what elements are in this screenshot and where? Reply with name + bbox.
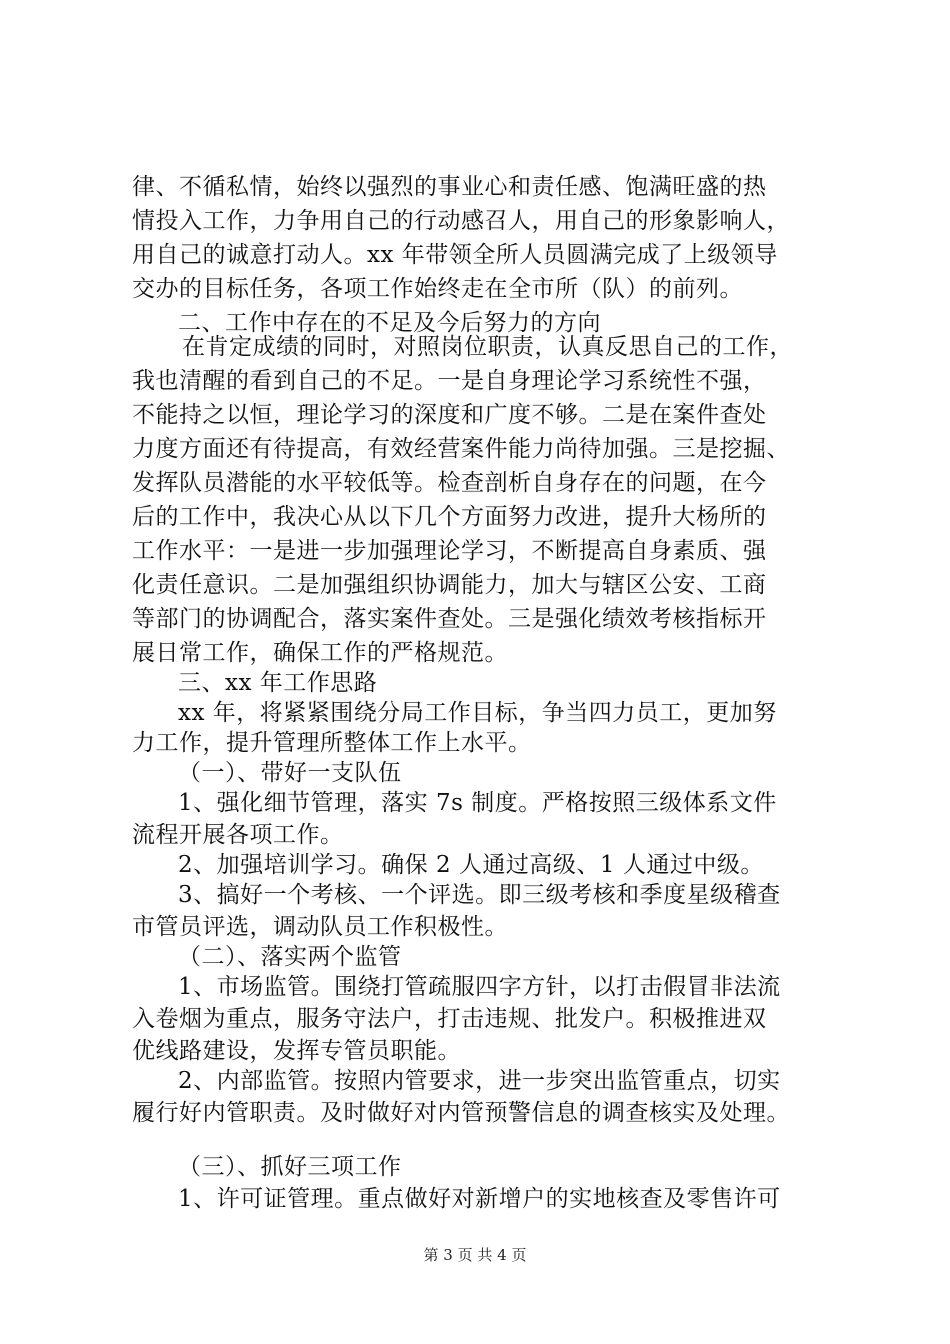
section-heading: 二、工作中存在的不足及今后努力的方向 (178, 310, 601, 336)
text-line: 市管员评选，调动队员工作积极性。 (132, 914, 508, 940)
subsection-heading: （一）、带好一支队伍 (178, 760, 402, 786)
text-line: 交办的目标任务，各项工作始终走在全市所（队）的前列。 (132, 276, 743, 302)
text-line: 3、搞好一个考核、一个评选。即三级考核和季度星级稽查 (178, 882, 781, 908)
page-footer: 第 3 页 共 4 页 (423, 1246, 527, 1264)
text-line: 不能持之以恒，理论学习的深度和广度不够。二是在案件查处 (132, 402, 767, 428)
text-line: 履行好内管职责。及时做好对内管预警信息的调查核实及处理。 (132, 1100, 790, 1126)
text-line: 2、内部监管。按照内管要求，进一步突出监管重点，切实 (178, 1068, 781, 1094)
text-line: 情投入工作，力争用自己的行动感召人，用自己的形象影响人， (132, 208, 790, 234)
subsection-heading: （二）、落实两个监管 (178, 944, 402, 970)
text-line: 2、加强培训学习。确保 2 人通过高级、1 人通过中级。 (178, 852, 764, 878)
text-line: 用自己的诚意打动人。xx 年带领全所人员圆满完成了上级领导 (132, 242, 778, 268)
text-line: 展日常工作，确保工作的严格规范。 (132, 640, 508, 666)
text-line: 律、不循私情，始终以强烈的事业心和责任感、饱满旺盛的热 (132, 174, 767, 200)
text-line: 工作水平：一是进一步加强理论学习，不断提高自身素质、强 (132, 538, 767, 564)
section-heading: 三、xx 年工作思路 (178, 670, 378, 696)
text-line: 等部门的协调配合，落实案件查处。三是强化绩效考核指标开 (132, 606, 767, 632)
text-line: xx 年，将紧紧围绕分局工作目标，争当四力员工，更加努 (178, 700, 777, 726)
text-line: 1、许可证管理。重点做好对新增户的实地核查及零售许可 (178, 1186, 781, 1212)
text-line: 1、强化细节管理，落实 7s 制度。严格按照三级体系文件 (178, 790, 777, 816)
text-line: 发挥队员潜能的水平较低等。检查剖析自身存在的问题，在今 (132, 470, 767, 496)
text-line: 力度方面还有待提高，有效经营案件能力尚待加强。三是挖掘、 (132, 436, 790, 462)
text-line: 1、市场监管。围绕打管疏服四字方针，以打击假冒非法流 (178, 974, 781, 1000)
text-line: 入卷烟为重点，服务守法户，打击违规、批发户。积极推进双 (132, 1006, 767, 1032)
text-line: 我也清醒的看到自己的不足。一是自身理论学习系统性不强， (132, 368, 767, 394)
text-line: 优线路建设，发挥专管员职能。 (132, 1038, 461, 1064)
text-line: 在肯定成绩的同时，对照岗位职责，认真反思自己的工作， (182, 334, 793, 360)
text-line: 流程开展各项工作。 (132, 822, 344, 848)
text-line: 化责任意识。二是加强组织协调能力，加大与辖区公安、工商 (132, 572, 767, 598)
subsection-heading: （三）、抓好三项工作 (178, 1154, 402, 1180)
text-line: 力工作，提升管理所整体工作上水平。 (132, 730, 532, 756)
text-line: 后的工作中，我决心从以下几个方面努力改进，提升大杨所的 (132, 504, 767, 530)
